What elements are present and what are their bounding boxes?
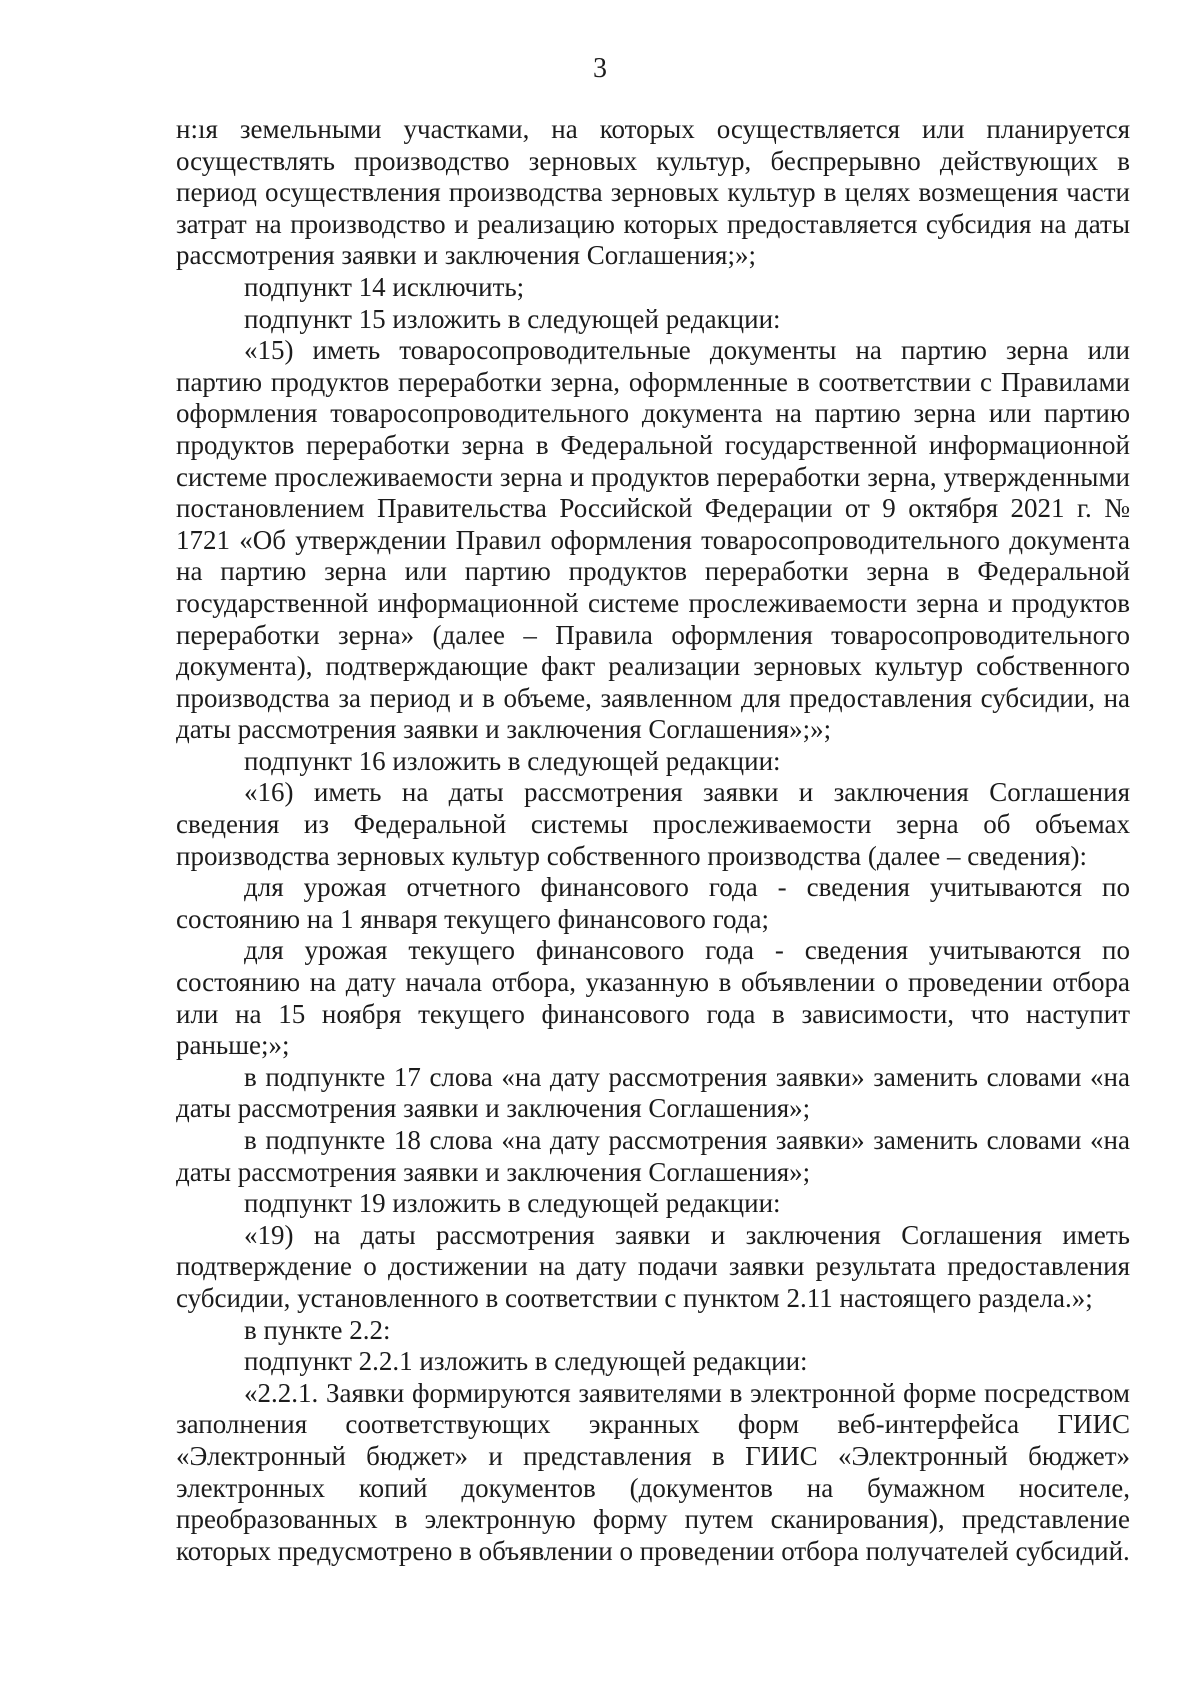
paragraph-subitem-18: в подпункте 18 слова «на дату рассмотрения заявки» заменить словами «на даты рассмотрения заявки и заключения Соглашения»; — [176, 1125, 1130, 1187]
paragraph-harvest-reporting-year: для урожая отчетного финансового года - сведения учитываются по состоянию на 1 января текущего финансового года; — [176, 872, 1130, 934]
paragraph-subitem-15-intro: подпункт 15 изложить в следующей редакции: — [244, 303, 781, 334]
paragraph-subitem-14: подпункт 14 исключить; — [244, 271, 525, 302]
paragraph-subitem-17: в подпункте 17 слова «на дату рассмотрения заявки» заменить словами «на даты рассмотрения заявки и заключения Соглашения»; — [176, 1061, 1130, 1124]
paragraph-harvest-current-year: для урожая текущего финансового года - сведения учитываются по состоянию на дату начала отбора, указанную в объявлении о проведении отбора или на 15 ноября текущего финансового года в зависимости, что наступит раньше;»; — [176, 935, 1130, 1061]
paragraph-subitem-2-2-1-text: «2.2.1. Заявки формируются заявителями в электронной форме посредством заполнения соответствующих экранных форм веб-интерфейса ГИИС «Электронный бюджет» и представления в ГИИС «Электронный бюджет» электронных копий документов (документов на бумажном носителе, преобразованных в электронную форму путем сканирования), представление которых предусмотрено в объявлении о проведении отбора получателей субсидий. — [176, 1377, 1130, 1566]
paragraph-subitem-19-text: «19) на даты рассмотрения заявки и заключения Соглашения иметь подтверждение о достижении на дату подачи заявки результата предоставления субсидии, установленного в соответствии с пунктом 2.11 настоящего раздела.»; — [176, 1219, 1130, 1313]
paragraph-subitem-15-text: «15) иметь товаросопроводительные документы на партию зерна или партию продуктов переработки зерна, оформленные в соответствии с Правилами оформления товаросопроводительного документа на партию зерна или партию продуктов переработки зерна в Федеральной государственной информационной системе прослеживаемости зерна и продуктов переработки зерна, утвержденными постановлением Правительства Российской Федерации от 9 октября 2021 г. № 1721 «Об утверждении Правил оформления товаросопроводительного документа на партию зерна или партию продуктов переработки зерна в Федеральной государственной информационной системе прослеживаемости зерна и продуктов переработки зерна» (далее – Правила оформления товаросопроводительного документа), подтверждающие факт реализации зерновых культур собственного производства за период и в объеме, заявленном для предоставления субсидии, на даты рассмотрения заявки и заключения Соглашения»;»; — [176, 335, 1130, 745]
paragraph-subitem-2-2-1-intro: подпункт 2.2.1 изложить в следующей редакции: — [244, 1346, 808, 1377]
paragraph-clause-2-2: в пункте 2.2: — [244, 1314, 391, 1345]
document-body — [176, 114, 1130, 1567]
page-number: 3 — [593, 53, 607, 84]
paragraph-continuation: н:ıя земельными участками, на которых осуществляется или планируется осуществлять производство зерновых культур, беспрерывно действующих в период осуществления производства зерновых культур в целях возмещения части затрат на производство и реализацию которых предоставляется субсидия на даты рассмотрения заявки и заключения Соглашения;»; — [176, 114, 1130, 271]
paragraph-subitem-16-intro: подпункт 16 изложить в следующей редакции: — [244, 745, 781, 776]
paragraph-subitem-19-intro: подпункт 19 изложить в следующей редакции: — [244, 1188, 781, 1219]
paragraph-subitem-16-text: «16) иметь на даты рассмотрения заявки и заключения Соглашения сведения из Федеральной системы прослеживаемости зерна об объемах производства зерновых культур собственного производства (далее – сведения): — [176, 777, 1130, 871]
